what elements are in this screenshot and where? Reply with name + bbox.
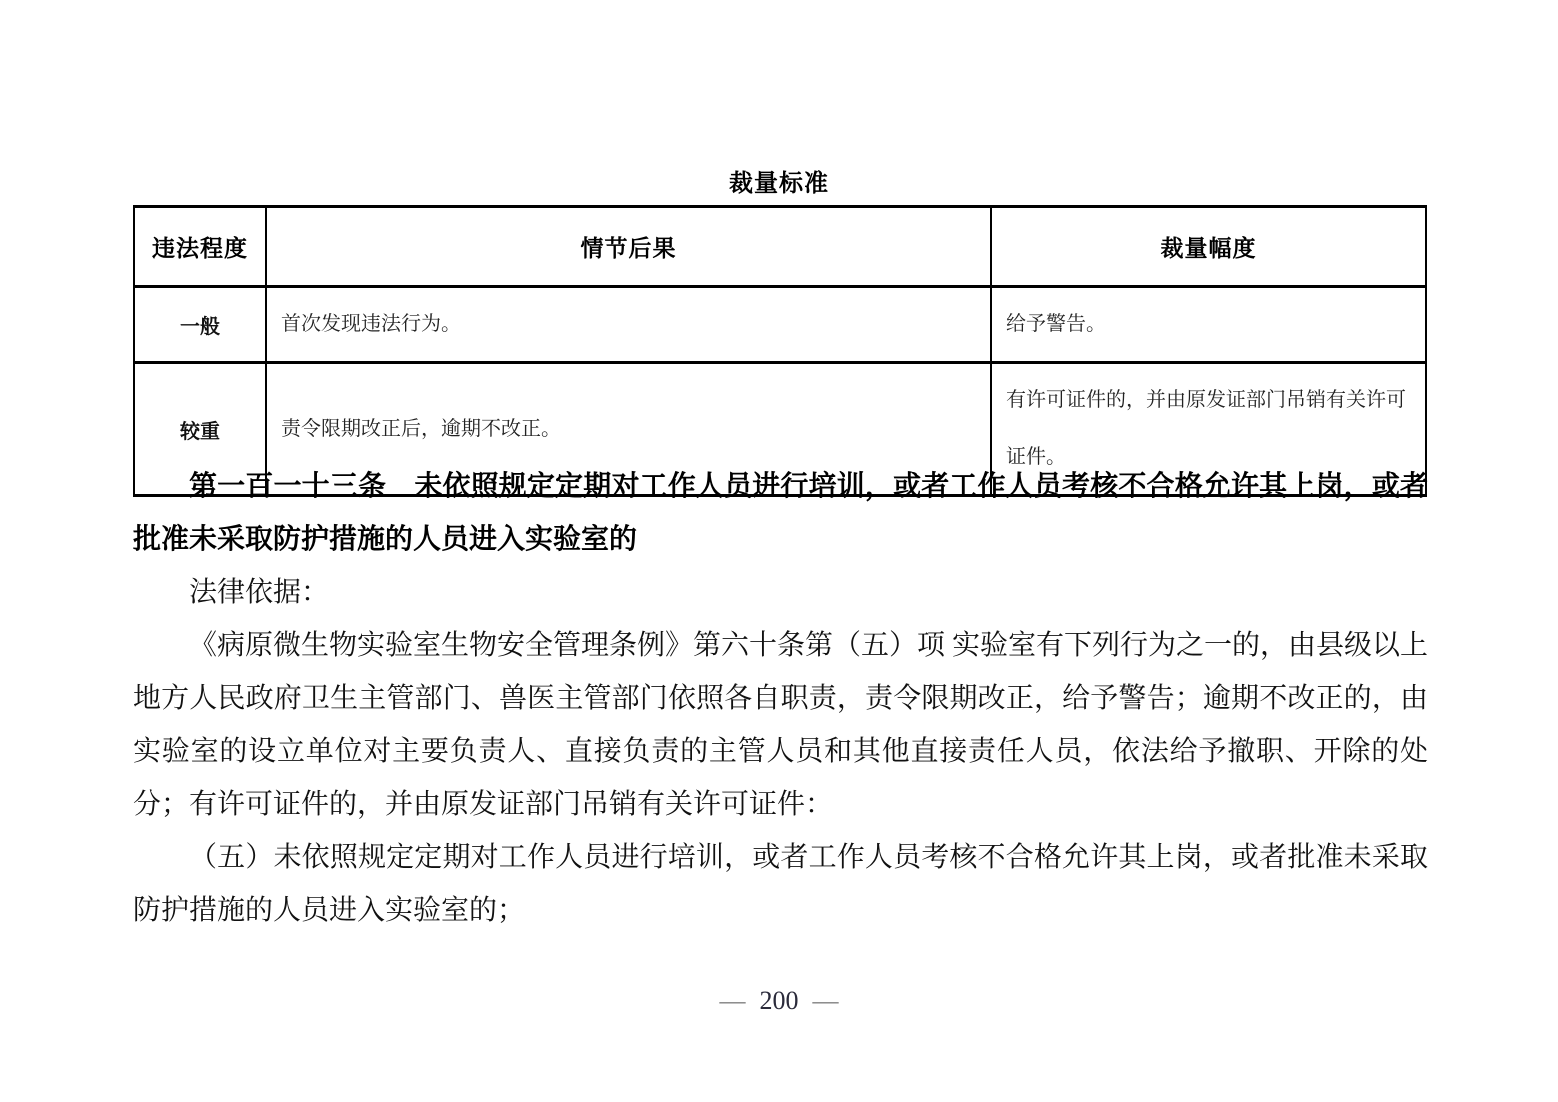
article-heading: 第一百一十三条 未依照规定定期对工作人员进行培训，或者工作人员考核不合格允许其上岗，或者批准未采取防护措施的人员进入实验室的: [133, 471, 1428, 555]
circumstance-cell: 责令限期改正后，逾期不改正。: [266, 363, 991, 496]
law-text-paragraph: 《病原微生物实验室生物安全管理条例》第六十条第（五）项 实验室有下列行为之一的，由县级以上地方人民政府卫生主管部门、兽医主管部门依照各自职责，责令限期改正，给予警告；逾期不改正的，由实验室的设立单位对主要负责人、直接负责的主管人员和其他直接责任人员，依法给予撤职、开除的处分；有许可证件的，并由原发证部门吊销有关许可证件：: [133, 630, 1429, 820]
table-header-row: [134, 207, 1426, 287]
page-title: 裁量标准: [729, 170, 829, 197]
range-cell: 给予警告。: [991, 287, 1426, 363]
degree-cell-serious: 较重: [134, 363, 266, 496]
degree-cell-general: 一般: [134, 287, 266, 363]
table-row: [134, 287, 1426, 363]
law-item-paragraph: （五）未依照规定定期对工作人员进行培训，或者工作人员考核不合格允许其上岗，或者批准未采取防护措施的人员进入实验室的；: [133, 842, 1428, 926]
law-basis-label: 法律依据：: [189, 577, 330, 608]
footer-dash-right: —: [812, 986, 839, 1015]
footer-dash-left: —: [719, 986, 746, 1015]
page-footer: [133, 986, 1425, 1016]
circumstance-cell: 首次发现违法行为。: [266, 287, 991, 363]
article-body: [133, 460, 1428, 937]
column-header-violation-degree: 违法程度: [134, 207, 266, 287]
column-header-circumstance: 情节后果: [266, 207, 991, 287]
footer-page-number: 200: [759, 986, 799, 1015]
range-cell: 有许可证件的，并由原发证部门吊销有关许可证件。: [991, 363, 1426, 496]
column-header-discretion-range: 裁量幅度: [991, 207, 1426, 287]
ruling-standards-table: [133, 205, 1427, 497]
